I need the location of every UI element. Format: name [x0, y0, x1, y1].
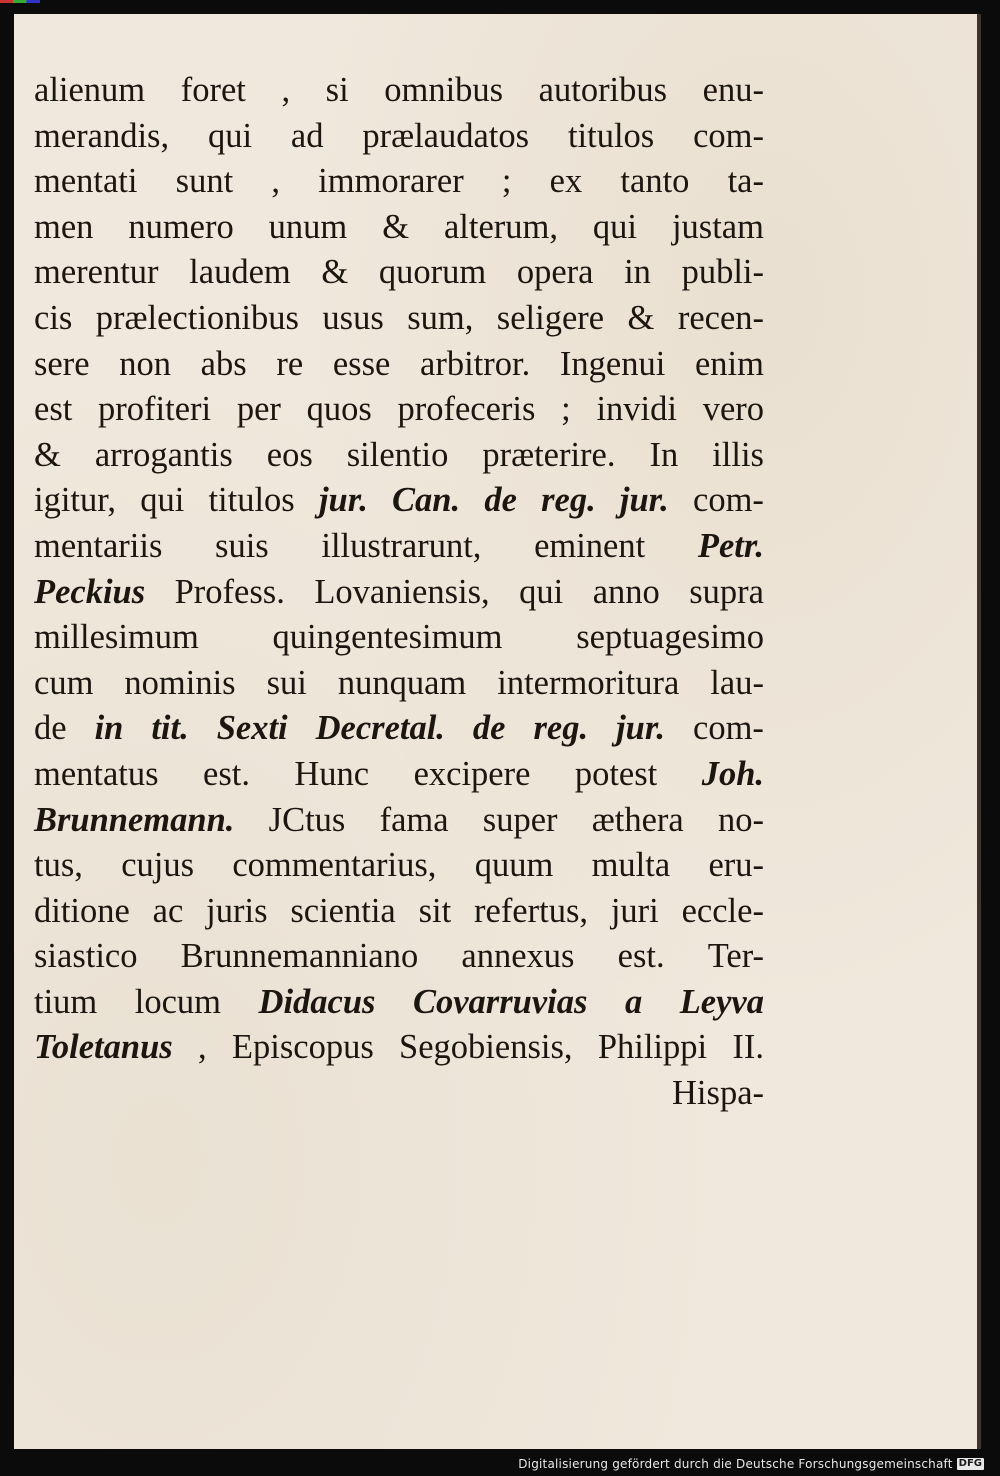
word: opera — [516, 253, 594, 292]
word: millesimum — [34, 618, 199, 657]
text-line — [34, 570, 764, 616]
text-line — [34, 524, 764, 570]
word: Profess. — [174, 572, 285, 611]
italic-word: tit. — [151, 709, 189, 748]
word: anno — [592, 572, 660, 611]
word: annexus — [461, 937, 575, 976]
word: juri — [610, 891, 659, 930]
word: præterire. — [482, 435, 616, 474]
word: lau- — [710, 663, 764, 702]
word: seligere — [496, 298, 605, 337]
word: , — [198, 1028, 207, 1067]
text-line — [34, 752, 764, 798]
italic-word: Brunnemann. — [34, 800, 235, 839]
scan-footer — [0, 1455, 1000, 1473]
word: super — [482, 800, 558, 839]
italic-word: in — [94, 709, 124, 748]
word: enu- — [702, 71, 764, 109]
word: Lovaniensis, — [314, 572, 490, 611]
word: laudem — [189, 253, 291, 292]
dfg-logo: DFG — [958, 1458, 982, 1469]
text-line — [34, 296, 764, 342]
text-line — [34, 205, 764, 251]
word: qui — [519, 572, 564, 611]
text-line — [34, 342, 764, 388]
word: ; — [561, 390, 571, 429]
word: usus — [322, 298, 384, 337]
footer-credit: Digitalisierung gefördert durch die Deutsche Forschungsgemeinschaft — [518, 1457, 953, 1471]
word: commentarius, — [232, 846, 437, 885]
word: & — [34, 435, 61, 474]
text-line — [34, 68, 764, 114]
word: ta- — [727, 162, 764, 201]
page-edge — [977, 14, 981, 1449]
text-line — [34, 934, 764, 980]
word: tanto — [620, 162, 690, 201]
italic-word: reg. — [541, 481, 596, 520]
word: sunt — [175, 162, 234, 201]
word: ex — [549, 162, 583, 201]
word: ; — [501, 162, 512, 201]
word: merandis, — [34, 116, 170, 155]
italic-word: Leyva — [679, 982, 764, 1021]
word: enim — [694, 344, 764, 383]
text-line — [34, 478, 764, 524]
word: cis — [34, 298, 73, 337]
word: profeceris — [397, 390, 536, 429]
word: de — [34, 709, 67, 748]
word: tus, — [34, 846, 83, 885]
word: Segobiensis, — [399, 1028, 573, 1067]
italic-word: Can. — [392, 481, 461, 520]
word: cum — [34, 663, 94, 702]
word: re — [276, 344, 304, 383]
word: quorum — [378, 253, 487, 292]
word: nunquam — [337, 663, 467, 702]
word: prælaudatos — [362, 116, 530, 155]
word: quos — [306, 390, 372, 429]
text-line — [34, 433, 764, 479]
italic-word: Peckius — [34, 572, 146, 611]
word: immorarer — [318, 162, 464, 201]
italic-word: a — [624, 982, 643, 1021]
word: abs — [200, 344, 247, 383]
word: no- — [717, 800, 764, 839]
text-line — [34, 843, 764, 889]
word: merentur — [34, 253, 159, 292]
word: titulos — [208, 481, 295, 520]
word: Ingenui — [559, 344, 666, 383]
word: quum — [474, 846, 554, 885]
word: fama — [379, 800, 449, 839]
word: unum — [268, 207, 348, 246]
body-text — [34, 68, 764, 1117]
word: , — [271, 162, 280, 201]
word: sere — [34, 344, 90, 383]
word: publi- — [681, 253, 764, 292]
word: siastico — [34, 937, 138, 976]
word: qui — [140, 481, 185, 520]
word: arrogantis — [94, 435, 233, 474]
word: Episcopus — [231, 1028, 374, 1067]
word: com- — [693, 481, 764, 520]
italic-word: Joh. — [701, 754, 764, 793]
word: JCtus — [268, 800, 346, 839]
word: potest — [574, 754, 658, 793]
word: , — [281, 71, 291, 109]
italic-word: Covarruvias — [412, 982, 588, 1021]
word: com- — [693, 116, 764, 155]
word: titulos — [567, 116, 655, 155]
word: foret — [180, 71, 246, 109]
word: esse — [332, 344, 391, 383]
word: & — [321, 253, 349, 292]
word: illis — [712, 435, 764, 474]
word: qui — [592, 207, 638, 246]
text-line — [34, 387, 764, 433]
word: com- — [693, 709, 764, 748]
word: quingentesimum — [272, 618, 503, 657]
word: suis — [215, 526, 269, 565]
italic-word: reg. — [533, 709, 589, 748]
word: mentati — [34, 162, 138, 201]
word: tium — [34, 982, 98, 1021]
word: refertus, — [474, 891, 588, 930]
text-line — [34, 889, 764, 935]
word: intermoritura — [497, 663, 680, 702]
word: per — [236, 390, 281, 429]
italic-word: de — [472, 709, 506, 748]
text-line — [34, 1025, 764, 1071]
word: ditione — [34, 891, 130, 930]
text-line — [34, 980, 764, 1026]
word: Brunnemanniano — [180, 937, 419, 976]
catchword: Hispa- — [672, 1074, 764, 1113]
word: igitur, — [34, 481, 116, 520]
word: prælectionibus — [95, 298, 299, 337]
word: multa — [591, 846, 671, 885]
text-line — [34, 159, 764, 205]
text-line — [34, 114, 764, 160]
word: locum — [134, 982, 222, 1021]
word: autoribus — [538, 71, 668, 109]
text-line — [34, 615, 764, 661]
word: non — [119, 344, 171, 383]
word: & — [627, 298, 655, 337]
word: recen- — [677, 298, 764, 337]
word: omnibus — [384, 71, 504, 109]
word: excipere — [413, 754, 531, 793]
word: arbitror. — [420, 344, 531, 383]
word: juris — [206, 891, 268, 930]
word: profiteri — [98, 390, 212, 429]
word: si — [325, 71, 349, 109]
text-line — [34, 250, 764, 296]
word: vero — [702, 390, 764, 429]
italic-word: Petr. — [697, 526, 764, 565]
italic-word: Toletanus — [34, 1028, 173, 1067]
word: invidi — [596, 390, 677, 429]
word: eru- — [708, 846, 764, 885]
word: eminent — [534, 526, 646, 565]
italic-word: Sexti — [216, 709, 288, 748]
word: mentariis — [34, 526, 163, 565]
word: est. — [203, 754, 250, 793]
word: septuagesimo — [576, 618, 764, 657]
italic-word: Decretal. — [315, 709, 445, 748]
word: eos — [266, 435, 313, 474]
word: justam — [671, 207, 764, 246]
word: alienum — [34, 71, 146, 109]
word: Hunc — [294, 754, 370, 793]
word: ac — [152, 891, 184, 930]
text-line — [34, 706, 764, 752]
scan-color-bar — [0, 0, 40, 3]
word: II. — [732, 1028, 764, 1067]
word: qui — [207, 116, 253, 155]
italic-word: jur. — [619, 481, 669, 520]
italic-word: de — [484, 481, 517, 520]
text-line — [34, 798, 764, 844]
word: numero — [128, 207, 234, 246]
italic-word: jur. — [318, 481, 368, 520]
italic-word: Didacus — [258, 982, 376, 1021]
word: est — [34, 390, 73, 429]
word: sui — [266, 663, 307, 702]
word: silentio — [346, 435, 449, 474]
word: In — [649, 435, 679, 474]
text-line — [34, 661, 764, 707]
catchword-line — [34, 1071, 764, 1117]
word: Ter- — [707, 937, 764, 976]
word: & — [382, 207, 410, 246]
word: men — [34, 207, 94, 246]
word: mentatus — [34, 754, 159, 793]
word: scientia — [290, 891, 396, 930]
word: alterum, — [443, 207, 558, 246]
word: Philippi — [597, 1028, 708, 1067]
word: est. — [617, 937, 665, 976]
word: nominis — [124, 663, 236, 702]
word: illustrarunt, — [321, 526, 482, 565]
word: sum, — [407, 298, 474, 337]
word: ad — [290, 116, 324, 155]
italic-word: jur. — [616, 709, 666, 748]
word: sit — [418, 891, 452, 930]
word: æthera — [591, 800, 684, 839]
word: eccle- — [681, 891, 764, 930]
word: cujus — [121, 846, 195, 885]
word: in — [624, 253, 651, 292]
word: supra — [689, 572, 764, 611]
